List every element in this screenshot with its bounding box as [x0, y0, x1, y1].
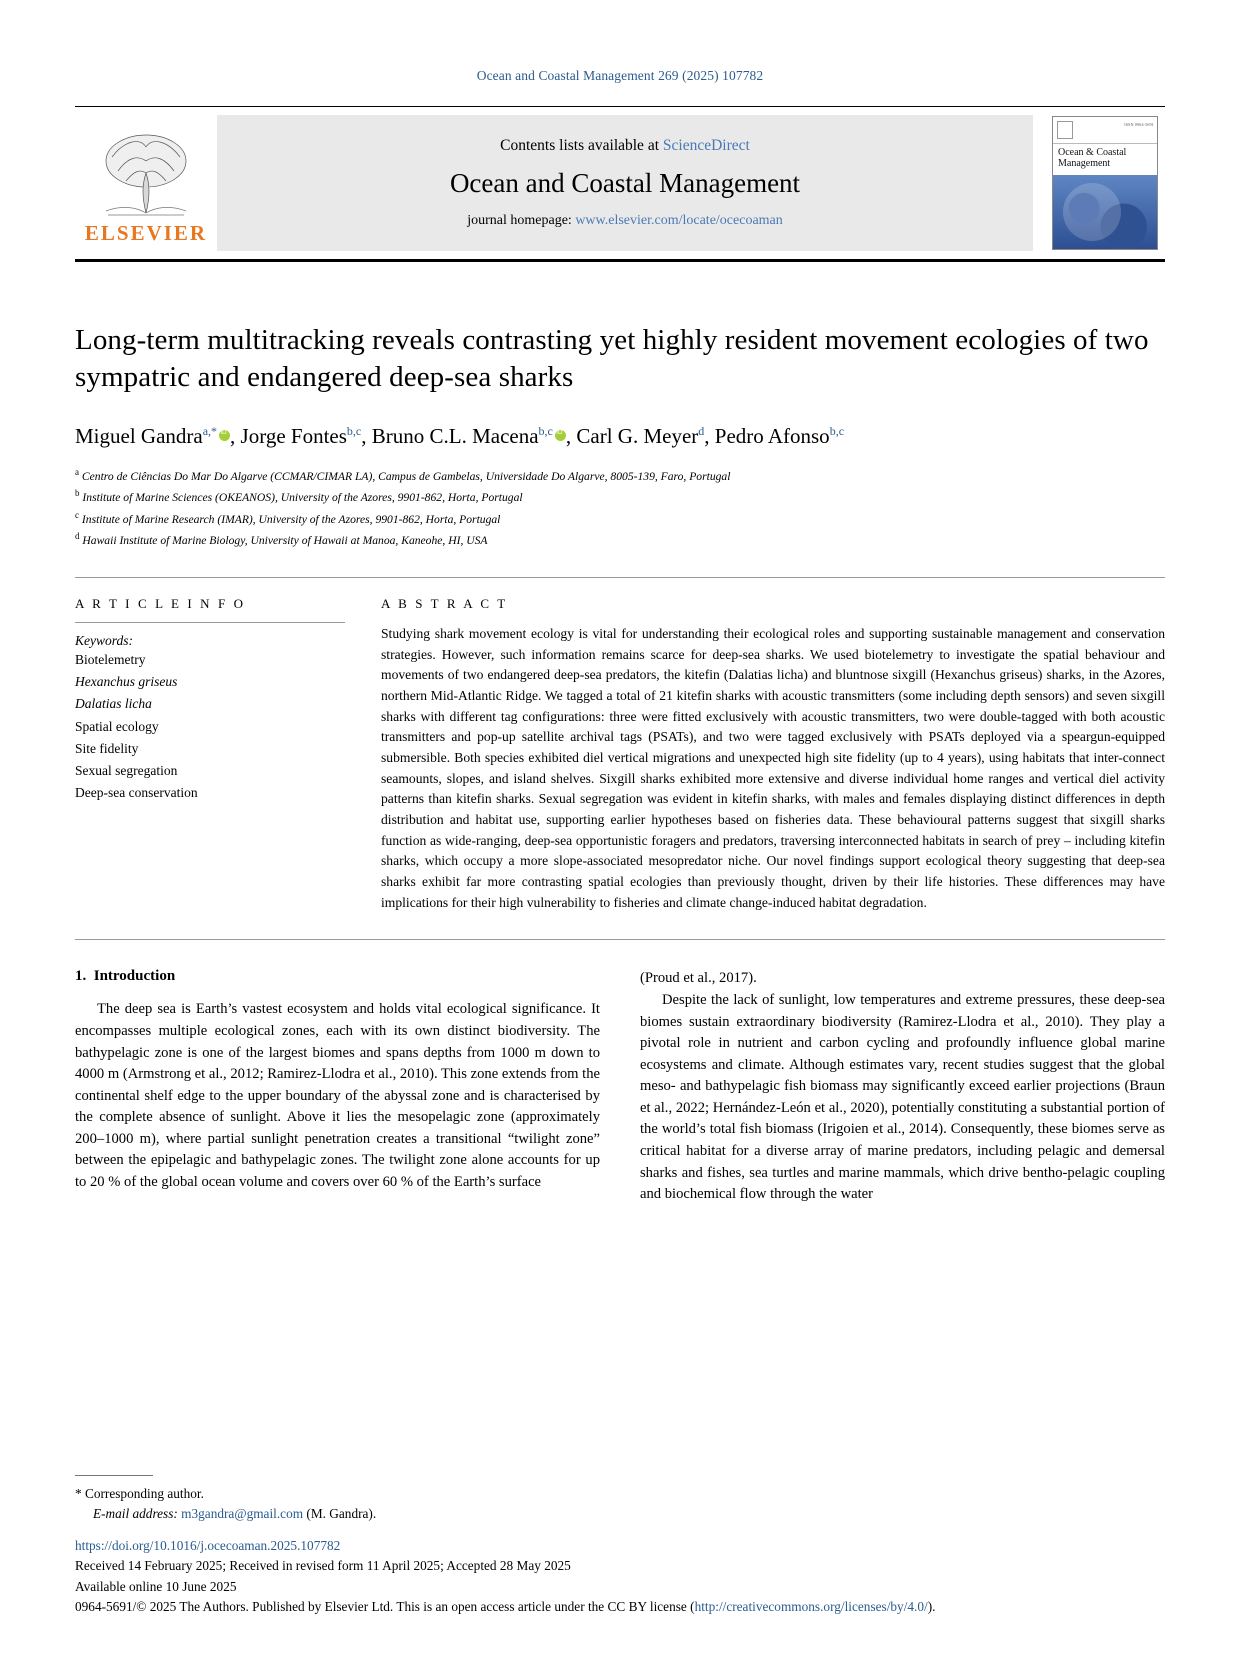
keyword-item: Hexanchus griseus — [75, 674, 178, 690]
running-head: Ocean and Coastal Management 269 (2025) 107782 — [476, 68, 764, 83]
publisher-logo — [75, 107, 217, 259]
corresponding-author-note: * Corresponding author. — [75, 1486, 204, 1502]
body-columns — [75, 968, 1165, 1206]
cover-globe-image — [1053, 175, 1157, 249]
contents-prefix: Contents lists available at — [500, 137, 663, 154]
homepage-line — [467, 213, 783, 229]
masthead-center — [217, 115, 1033, 251]
keyword-item: Sexual segregation — [75, 762, 178, 778]
author-affil-marker: d — [698, 424, 705, 439]
keyword-item: Site fidelity — [75, 740, 139, 756]
keyword-item: Dalatias licha — [75, 696, 152, 712]
received-dates: Received 14 February 2025; Received in revised form 11 April 2025; Accepted 28 May 2025 — [75, 1558, 571, 1574]
author-affil-marker: b,c — [346, 424, 362, 439]
cover-logo-icon — [1057, 121, 1073, 139]
homepage-url[interactable]: www.elsevier.com/locate/ocecoaman — [575, 213, 783, 228]
abstract-heading: A B S T R A C T — [381, 596, 508, 612]
paragraph-continuation: (Proud et al., 2017). — [640, 970, 757, 987]
divider — [75, 622, 345, 623]
doi-link[interactable]: https://doi.org/10.1016/j.ocecoaman.2025.107782 — [75, 1538, 341, 1554]
author-affil-marker: b,c — [538, 424, 553, 439]
available-online: Available online 10 June 2025 — [75, 1578, 237, 1594]
keywords-label: Keywords: — [75, 633, 133, 649]
affiliation-item: $^a$ Centro de Ciências Do Mar Do Algarve (CCMAR/CIMAR LA), Campus de Gambelas, Universidade Do Algarve, 8005-139, Faro, Portugal — [75, 466, 731, 483]
affiliation-item: $^c$ Institute of Marine Research (IMAR), University of the Azores, 9901-862, Horta, Portugal — [75, 509, 501, 526]
publication-metadata — [75, 1536, 1165, 1617]
author: Jorge Fontes$^{b,c}$ — [240, 424, 362, 449]
cover-title: Ocean & Coastal Management — [1058, 147, 1127, 169]
section-number: 1. — [75, 968, 87, 985]
keywords-list — [75, 649, 345, 804]
orcid-icon[interactable] — [219, 430, 230, 441]
keyword-item: Biotelemetry — [75, 652, 146, 668]
article-info-column — [75, 596, 345, 913]
homepage-prefix: journal homepage: — [467, 213, 576, 228]
keyword-item: Deep-sea conservation — [75, 784, 198, 800]
page-footer — [75, 1475, 1165, 1617]
copyright-line — [75, 1597, 1165, 1617]
elsevier-wordmark: ELSEVIER — [84, 220, 208, 245]
info-abstract-block — [75, 578, 1165, 913]
body-column-right — [640, 968, 1165, 1206]
article-info-heading: A R T I C L E I N F O — [75, 596, 246, 612]
elsevier-tree-icon — [92, 127, 200, 219]
section-heading — [75, 968, 600, 985]
author-separator: , — [704, 424, 715, 449]
author-separator: , — [565, 424, 577, 449]
author: Pedro Afonso$^{b,c}$ — [714, 424, 845, 449]
keyword-item: Spatial ecology — [75, 718, 159, 734]
journal-masthead — [75, 106, 1165, 262]
copyright-text: 0964-5691/© 2025 The Authors. Published by Elsevier Ltd. This is an open access article under the CC BY license ( — [75, 1598, 695, 1614]
license-link[interactable]: http://creativecommons.org/licenses/by/4.0/ — [694, 1598, 928, 1614]
footnote-divider — [75, 1475, 153, 1476]
author: Miguel Gandra$^{a,*}$ iD — [75, 424, 230, 448]
affiliation-item: $^b$ Institute of Marine Sciences (OKEANOS), University of the Azores, 9901-862, Horta, Portugal — [75, 488, 523, 505]
cover-thumbnail — [1052, 116, 1158, 250]
page-title: Long-term multitracking reveals contrasting yet highly resident movement ecologies of two sympatric and endangered deep-sea sharks — [75, 324, 1149, 394]
author-affil-marker: a,* — [202, 424, 218, 439]
author-separator: , — [361, 424, 372, 449]
email-note — [75, 1504, 1165, 1524]
contents-line — [500, 137, 750, 155]
paragraph: The deep sea is Earth’s vastest ecosystem and holds vital ecological significance. It encompasses multiple ecological zones, each with its own distinct biodiversity. The bathypelagic zone is one of the largest biomes and spans depths from 1000 m down to 4000 m (Armstrong et al., 2012; Ramirez-Llodra et al., 2010). This zone extends from the continental shelf edge to the upper boundary of the abyssal zone and is characterised by the complete absence of sunlight. Above it lies the mesopelagic zone (approximately 200–1000 m), where partial sunlight penetration creates a transitional “twilight zone” between the epipelagic and bathypelagic zones. The twilight zone alone accounts for up to 20 % of the global ocean volume and covers over 60 % of the Earth’s surface — [75, 1001, 600, 1191]
abstract-text: Studying shark movement ecology is vital for understanding their ecological roles and supporting sustainable management and conservation strategies. However, such information remains scarce for deep-sea sharks. We used biotelemetry to investigate the spatial behaviour and movements of two endangered deep-sea predators, the kitefin (Dalatias licha) and bluntnose sixgill (Hexanchus griseus) sharks, in the Azores, northern Mid-Atlantic Ridge. We tagged a total of 21 kitefin sharks with acoustic transmitters (some including depth sensors) and seven sixgill sharks with different tag configurations: three were fitted exclusively with acoustic transmitters, two were double-tagged with both acoustic transmitters and pop-up satellite archival tags (PSATs), and two were tagged exclusively with PSATs deployed via a speargun-equipped submersible. Both species exhibited diel vertical migrations and unexpected high site fidelity (up to 4 years), using habitats that inter-connect seamounts, slopes, and island shelves. Sixgill sharks exhibited more extensive and diverse individual home ranges and vertical diel activity patterns than kitefin sharks. Sexual segregation was evident in kitefin sharks, with males and females displaying distinct differences in depth distribution and habitat use, supporting earlier hypotheses based on fisheries data. These behavioural patterns suggest that sixgill sharks function as wide-ranging, deep-sea opportunistic foragers and predators, traversing interconnected habitats in search of prey – including kitefin sharks, which occupy a more slope-associated mesopredator niche. Our novel findings support ecological theory suggesting that deep-sea sharks exhibit far more contrasting spatial ecologies than previously thought, driven by their life histories. These differences may have implications for their high vulnerability to fisheries and climate change-induced habitat degradation. — [381, 626, 1165, 910]
email-link[interactable]: m3gandra@gmail.com — [181, 1506, 304, 1522]
affiliation-item: $^d$ Hawaii Institute of Marine Biology, University of Hawaii at Manoa, Kaneohe, HI, USA — [75, 531, 488, 548]
affiliation-list — [75, 465, 1165, 552]
divider — [75, 939, 1165, 940]
author-separator: , — [230, 424, 241, 449]
email-label: E-mail address: — [93, 1506, 178, 1522]
journal-cover — [1033, 107, 1165, 259]
paragraph: Despite the lack of sunlight, low temperatures and extreme pressures, these deep-sea biomes sustain extraordinary biodiversity (Ramirez-Llodra et al., 2010). They play a pivotal role in nutrient and carbon cycling and profoundly influence global marine ecosystems and climate. Although estimates vary, recent studies suggest that the global meso- and bathypelagic fish biomass may significantly exceed earlier projections (Braun et al., 2022; Hernández-León et al., 2020), potentially constituting a substantial portion of the world’s total fish biomass (Irigoien et al., 2014). Consequently, these biomes serve as critical habitat for a diverse array of marine predators, including pelagic and demersal sharks and fishes, sea turtles and marine mammals, which drive bentho-pelagic coupling and biochemical flow through the water — [640, 991, 1165, 1203]
journal-title: Ocean and Coastal Management — [449, 168, 801, 198]
copyright-suffix: ). — [927, 1598, 936, 1614]
author-list — [75, 422, 1165, 450]
section-title: Introduction — [93, 968, 176, 985]
orcid-icon[interactable] — [555, 430, 566, 441]
cover-issn: ISSN 0964-5691 — [1124, 122, 1154, 127]
author: Bruno C.L. Macena$^{b,c}$ iD — [372, 424, 566, 448]
author-affil-marker: b,c — [829, 424, 845, 439]
author: Carl G. Meyer$^d$ — [576, 424, 705, 449]
sciencedirect-link[interactable]: ScienceDirect — [662, 137, 750, 154]
abstract-column — [381, 596, 1165, 913]
body-column-left — [75, 968, 600, 1206]
email-suffix: (M. Gandra). — [306, 1506, 377, 1522]
